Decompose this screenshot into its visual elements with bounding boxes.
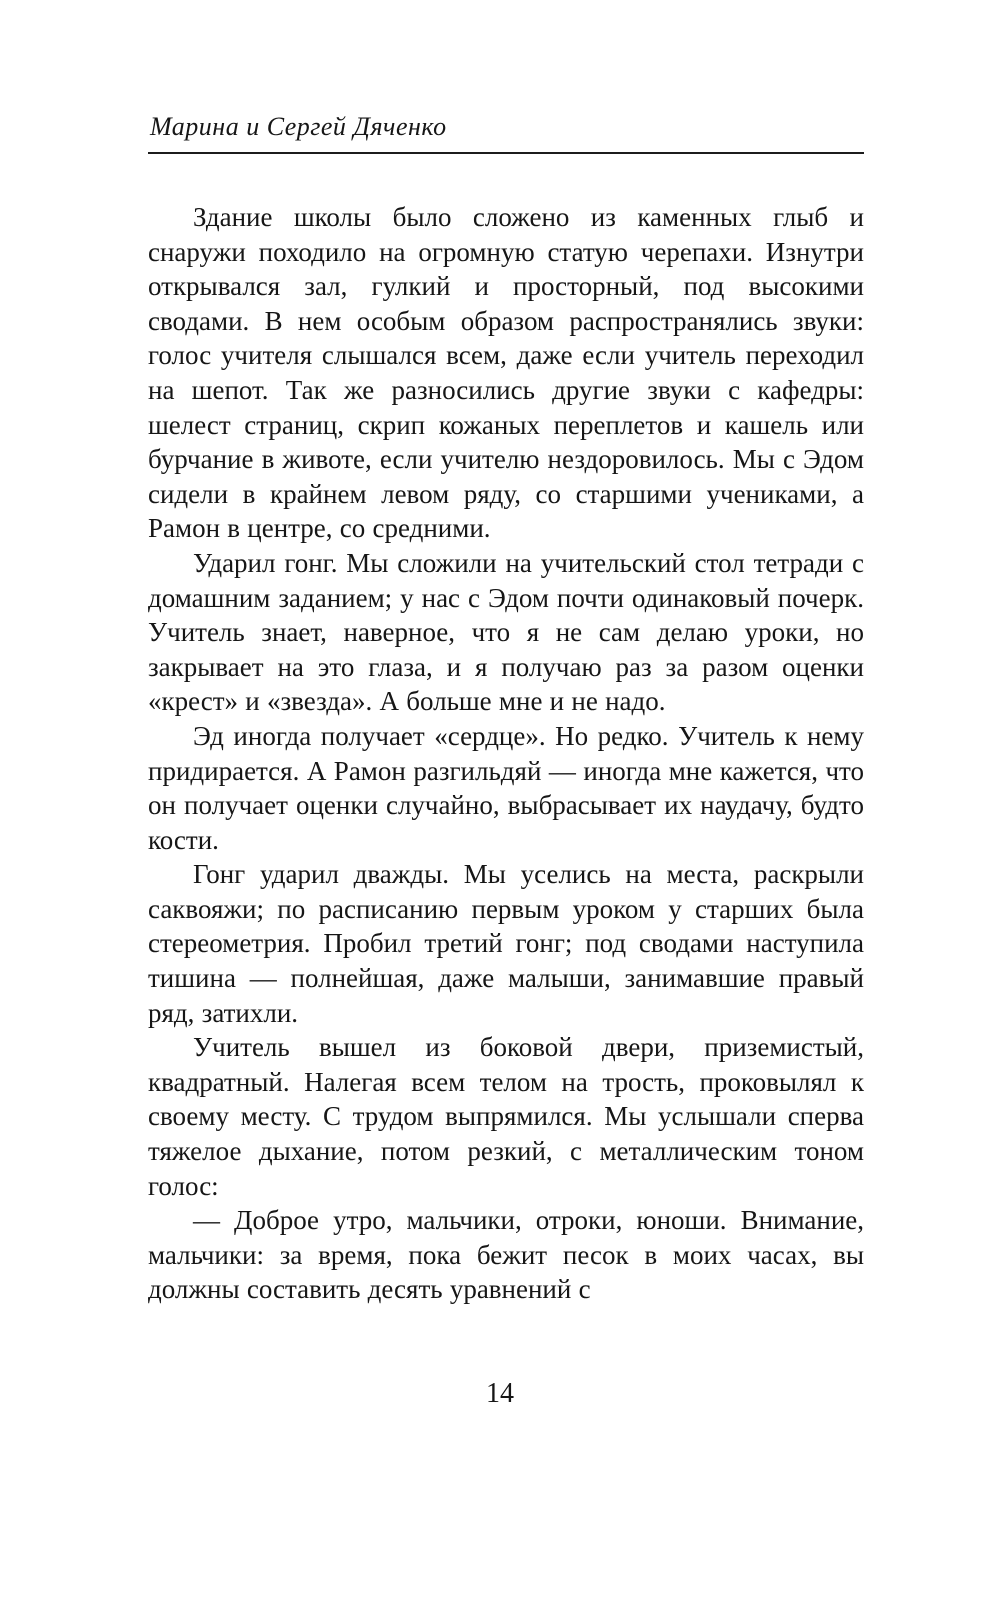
- paragraph-2: Ударил гонг. Мы сложили на учительский стол тетради с домашним заданием; у нас с Эдом почти одинаковый почерк. Учитель знает, наверное, что я не сам делаю уроки, но закрывает на это глаза, и я получаю раз за разом оценки «крест» и «звезда». А больше мне и не надо.: [148, 547, 864, 717]
- paragraph-3: Эд иногда получает «сердце». Но редко. Учитель к нему придирается. А Рамон разгильдяй — иногда мне кажется, что он получает оценки случайно, выбрасывает их наудачу, будто кости.: [148, 720, 864, 855]
- paragraph-6: — Доброе утро, мальчики, отроки, юноши. Внимание, мальчики: за время, пока бежит песок в моих часах, вы должны составить десять уравнений с: [148, 1205, 864, 1305]
- body-text: [148, 200, 864, 1307]
- running-head-author: Марина и Сергей Дяченко: [150, 112, 447, 141]
- paragraph-1: Здание школы было сложено из каменных глыб и снаружи походило на огромную статую черепахи. Изнутри открывался зал, гулкий и просторный, под высокими сводами. В нем особым образом распространялись звуки: голос учителя слышался всем, даже если учитель переходил на шепот. Так же разносились другие звуки с кафедры: шелест страниц, скрип кожаных переплетов и кашель или бурчание в животе, если учителю нездоровилось. Мы с Эдом сидели в крайнем левом ряду, со старшими учениками, а Рамон в центре, со средними.: [148, 202, 864, 544]
- paragraph-4: Гонг ударил дважды. Мы уселись на места, раскрыли саквояжи; по расписанию первым уроком у старших была стереометрия. Пробил третий гонг; под сводами наступила тишина — полнейшая, даже малыши, занимавшие правый ряд, затихли.: [148, 859, 864, 1028]
- header-rule: [148, 152, 864, 154]
- page-header: [148, 112, 864, 154]
- page-number: 14: [486, 1378, 514, 1409]
- paragraph-5: Учитель вышел из боковой двери, приземистый, квадратный. Налегая всем телом на трость, проковылял к своему месту. С трудом выпрямился. Мы услышали сперва тяжелое дыхание, потом резкий, с металлическим тоном голос:: [148, 1032, 864, 1201]
- text-block: [148, 112, 864, 1307]
